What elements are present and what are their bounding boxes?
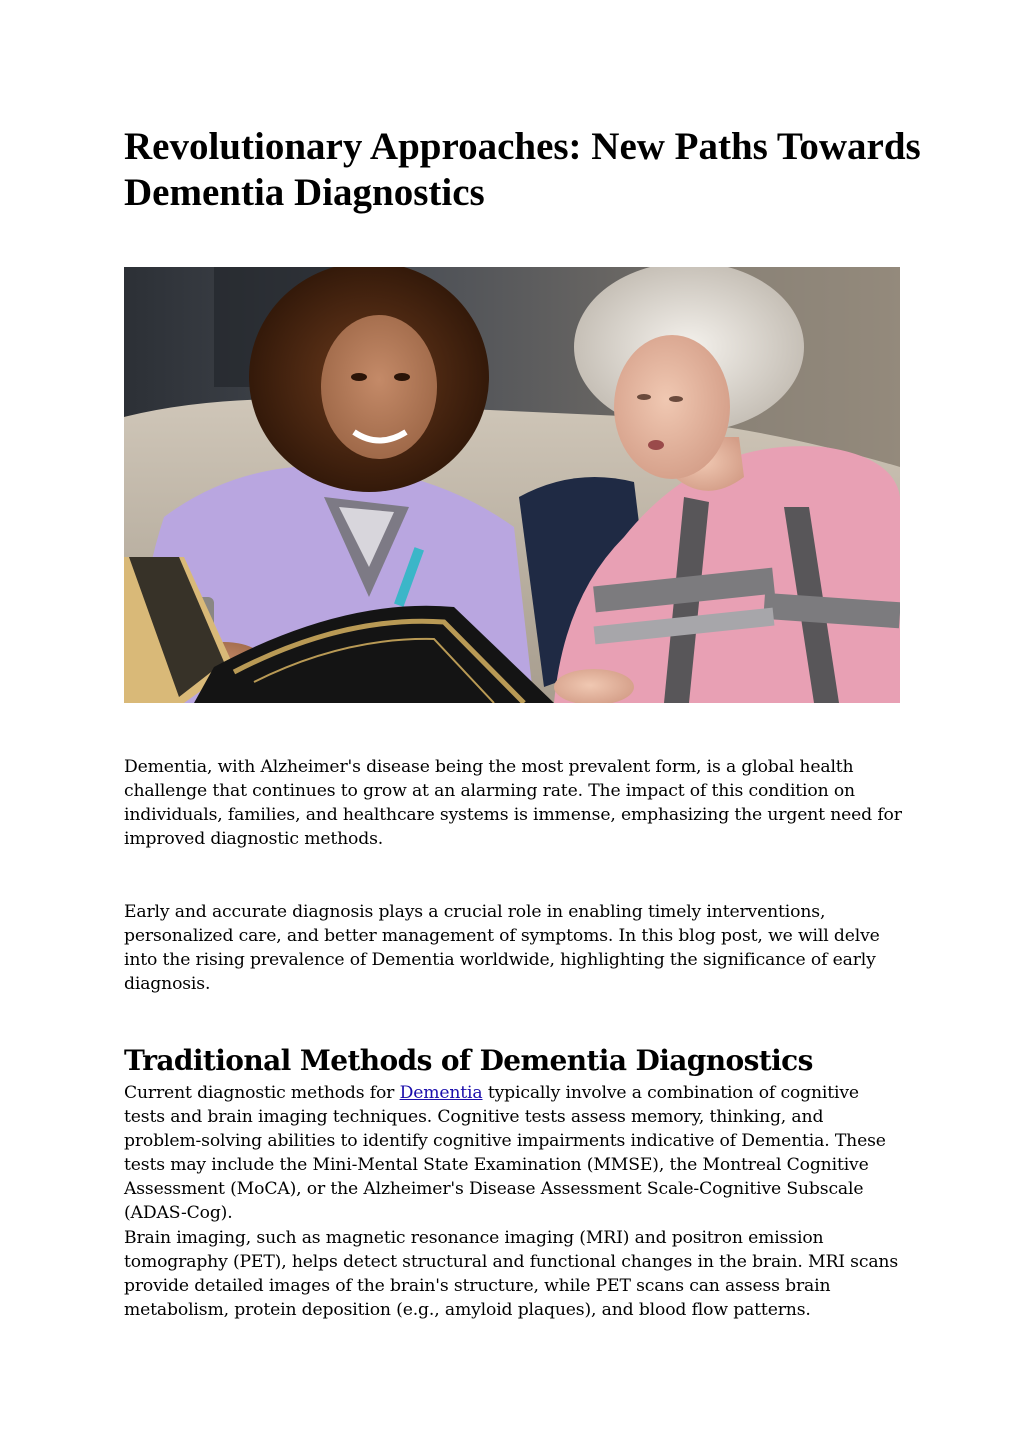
intro-paragraph-1: Dementia, with Alzheimer's disease being the most prevalent form, is a global health challenge that continues to grow at an alarming rate. The impact of this condition on individuals, families, and healthcare systems is immense, emphasizing the urgent need for improved diagnostic methods. bbox=[124, 757, 902, 849]
paragraph-text: Current diagnostic methods for bbox=[124, 1083, 400, 1103]
hero-photo bbox=[124, 267, 900, 703]
paragraph-text: typically involve a combination of cognitive tests and brain imaging techniques. Cognitive tests assess memory, thinking, and problem-solving abilities to identify cognitive impairments indicative of Dementia. These tests may include the Mini-Mental State Examination (MMSE), the Montreal Cognitive Assessment (MoCA), or the Alzheimer's Disease Assessment Scale-Cognitive Subscale (ADAS-Cog). bbox=[124, 1083, 886, 1223]
section-heading: Traditional Methods of Dementia Diagnostics bbox=[124, 1044, 813, 1077]
intro-paragraph-2: Early and accurate diagnosis plays a crucial role in enabling timely interventions, personalized care, and better management of symptoms. In this blog post, we will delve into the rising prevalence of Dementia worldwide, highlighting the significance of early diagnosis. bbox=[124, 902, 880, 994]
dementia-link[interactable]: Dementia bbox=[399, 1083, 483, 1103]
article-title: Revolutionary Approaches: New Paths Towards Dementia Diagnostics bbox=[124, 125, 921, 214]
photo-nurse-and-elderly-woman bbox=[124, 267, 900, 703]
section-paragraph-2: Brain imaging, such as magnetic resonance imaging (MRI) and positron emission tomography (PET), helps detect structural and functional changes in the brain. MRI scans provide detailed images of the brain's structure, while PET scans can assess brain metabolism, protein deposition (e.g., amyloid plaques), and blood flow patterns. bbox=[124, 1228, 899, 1320]
section-paragraph-1 bbox=[124, 1081, 904, 1225]
